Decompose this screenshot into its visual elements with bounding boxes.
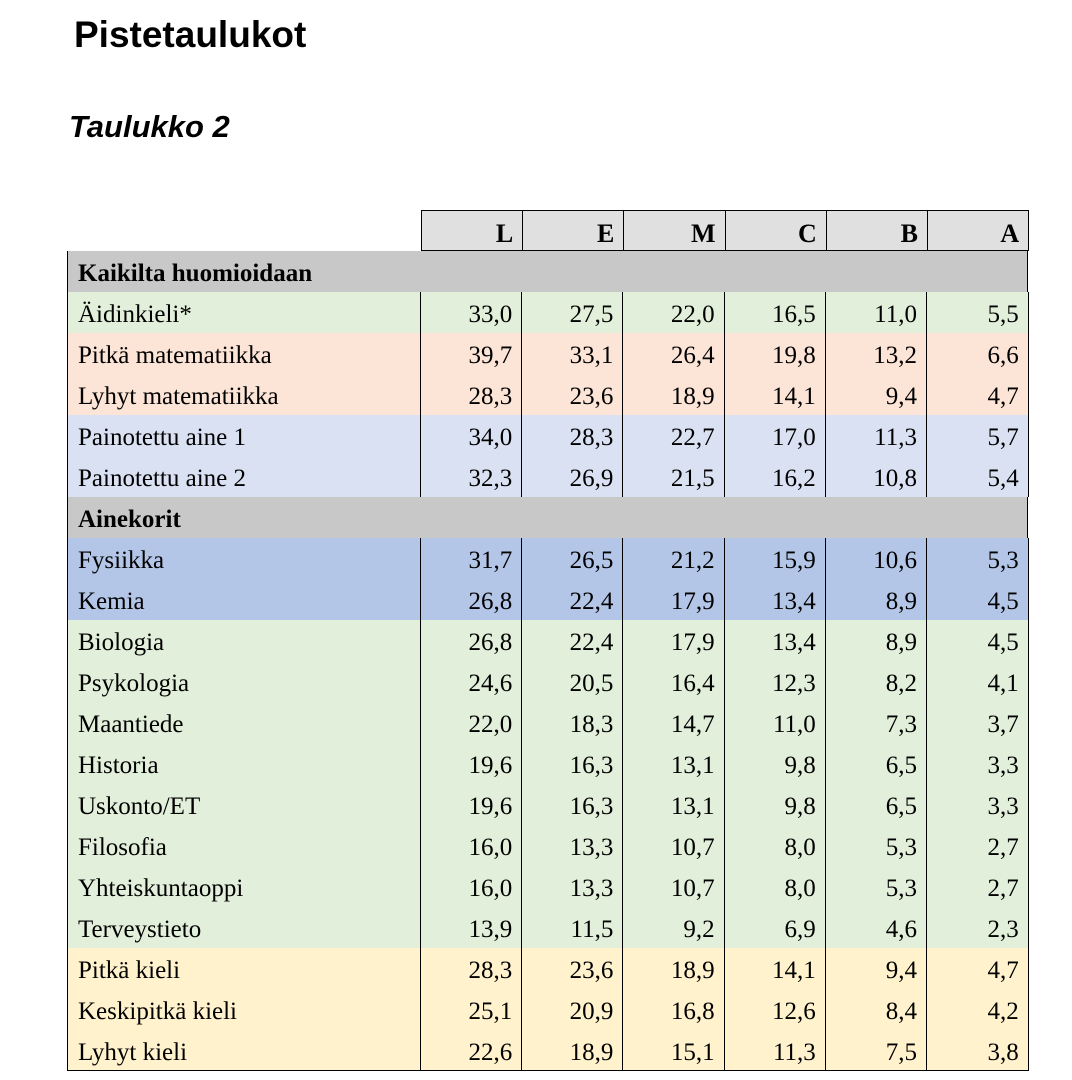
score-cell-b: 11,3 [826,415,927,456]
table-row [67,374,1028,415]
table-caption: Taulukko 2 [69,109,230,144]
table-row [67,292,1028,333]
score-cell-m: 15,1 [623,1030,724,1071]
score-cell-l: 13,9 [421,907,522,948]
score-cell-b: 4,6 [826,907,927,948]
score-cell-l: 28,3 [421,374,522,415]
table-row [67,333,1028,374]
subject-name: Pitkä kieli [67,948,421,989]
score-cell-c: 14,1 [725,948,826,989]
subject-name: Psykologia [67,661,421,702]
score-cell-m: 13,1 [623,743,724,784]
table-row [67,907,1028,948]
score-cell-m: 13,1 [623,784,724,825]
score-cell-m: 21,2 [623,538,724,579]
score-cell-m: 17,9 [623,579,724,620]
score-cell-c: 13,4 [725,579,826,620]
score-cell-c: 11,0 [725,702,826,743]
score-cell-l: 39,7 [421,333,522,374]
subject-name: Pitkä matematiikka [67,333,421,374]
column-header-b: B [826,210,928,251]
subject-name: Fysiikka [67,538,421,579]
score-cell-c: 17,0 [725,415,826,456]
score-cell-a: 4,7 [927,374,1029,415]
table-row [67,743,1028,784]
score-cell-e: 13,3 [522,866,623,907]
column-header-c: C [725,210,827,251]
score-cell-c: 9,8 [725,743,826,784]
table-row [67,825,1028,866]
score-cell-a: 5,3 [927,538,1029,579]
section-heading: Kaikilta huomioidaan [67,251,1028,292]
score-cell-b: 8,9 [826,620,927,661]
subject-name: Painotettu aine 1 [67,415,421,456]
score-cell-b: 7,5 [826,1030,927,1071]
score-cell-c: 8,0 [725,825,826,866]
subject-name: Uskonto/ET [67,784,421,825]
score-cell-c: 15,9 [725,538,826,579]
subject-name: Lyhyt kieli [67,1030,421,1071]
score-cell-c: 11,3 [725,1030,826,1071]
subject-name: Filosofia [67,825,421,866]
subject-name: Lyhyt matematiikka [67,374,421,415]
score-cell-a: 4,7 [927,948,1029,989]
score-cell-a: 4,2 [927,989,1029,1030]
score-cell-e: 16,3 [522,784,623,825]
score-cell-m: 22,0 [623,292,724,333]
score-cell-e: 33,1 [522,333,623,374]
score-cell-a: 4,5 [927,579,1029,620]
score-cell-a: 2,3 [927,907,1029,948]
score-cell-m: 9,2 [623,907,724,948]
score-cell-c: 9,8 [725,784,826,825]
score-cell-e: 28,3 [522,415,623,456]
subject-name: Äidinkieli* [67,292,421,333]
subject-name: Painotettu aine 2 [67,456,421,497]
score-cell-e: 26,9 [522,456,623,497]
score-cell-a: 2,7 [927,825,1029,866]
score-cell-b: 8,4 [826,989,927,1030]
subject-name: Biologia [67,620,421,661]
score-cell-l: 19,6 [421,743,522,784]
score-cell-m: 18,9 [623,374,724,415]
subject-name: Terveystieto [67,907,421,948]
score-cell-c: 8,0 [725,866,826,907]
score-cell-a: 3,3 [927,743,1029,784]
score-cell-l: 34,0 [421,415,522,456]
table-rule [67,1070,1028,1071]
score-cell-b: 9,4 [826,948,927,989]
score-cell-b: 10,8 [826,456,927,497]
table-row [67,456,1028,497]
score-cell-c: 12,3 [725,661,826,702]
score-cell-a: 4,5 [927,620,1029,661]
score-cell-l: 22,0 [421,702,522,743]
score-cell-e: 23,6 [522,374,623,415]
score-cell-l: 24,6 [421,661,522,702]
score-cell-a: 3,3 [927,784,1029,825]
score-cell-e: 22,4 [522,579,623,620]
subject-name: Keskipitkä kieli [67,989,421,1030]
score-cell-a: 3,8 [927,1030,1029,1071]
table-row [67,702,1028,743]
table-row [67,620,1028,661]
page-title: Pistetaulukot [74,14,307,55]
score-cell-e: 18,9 [522,1030,623,1071]
score-cell-e: 16,3 [522,743,623,784]
score-cell-e: 26,5 [522,538,623,579]
score-cell-b: 6,5 [826,784,927,825]
score-cell-a: 6,6 [927,333,1029,374]
score-cell-b: 9,4 [826,374,927,415]
score-cell-m: 16,4 [623,661,724,702]
score-cell-b: 8,9 [826,579,927,620]
score-cell-l: 32,3 [421,456,522,497]
table-row [67,538,1028,579]
table-row [67,1030,1028,1071]
score-cell-e: 13,3 [522,825,623,866]
score-cell-b: 7,3 [826,702,927,743]
table-row [67,784,1028,825]
score-cell-a: 5,4 [927,456,1029,497]
subject-name: Yhteiskuntaoppi [67,866,421,907]
column-header-m: M [623,210,725,251]
column-header-l: L [421,210,523,251]
subject-name: Maantiede [67,702,421,743]
score-cell-l: 16,0 [421,825,522,866]
score-cell-m: 16,8 [623,989,724,1030]
score-cell-c: 16,5 [725,292,826,333]
score-cell-e: 20,9 [522,989,623,1030]
subject-name: Kemia [67,579,421,620]
score-cell-a: 2,7 [927,866,1029,907]
table-row [67,948,1028,989]
score-cell-b: 5,3 [826,866,927,907]
score-cell-l: 26,8 [421,620,522,661]
score-cell-a: 3,7 [927,702,1029,743]
score-cell-m: 14,7 [623,702,724,743]
score-cell-c: 14,1 [725,374,826,415]
score-cell-b: 6,5 [826,743,927,784]
score-cell-c: 12,6 [725,989,826,1030]
score-cell-c: 6,9 [725,907,826,948]
score-cell-a: 4,1 [927,661,1029,702]
score-cell-l: 26,8 [421,579,522,620]
score-cell-e: 22,4 [522,620,623,661]
score-cell-e: 23,6 [522,948,623,989]
score-cell-e: 11,5 [522,907,623,948]
score-cell-l: 28,3 [421,948,522,989]
score-cell-c: 19,8 [725,333,826,374]
score-cell-c: 16,2 [725,456,826,497]
score-cell-m: 10,7 [623,866,724,907]
score-cell-b: 10,6 [826,538,927,579]
table-row [67,661,1028,702]
score-cell-m: 22,7 [623,415,724,456]
score-cell-l: 33,0 [421,292,522,333]
score-cell-b: 11,0 [826,292,927,333]
score-cell-c: 13,4 [725,620,826,661]
subject-name: Historia [67,743,421,784]
score-cell-e: 27,5 [522,292,623,333]
score-table [67,210,1028,1075]
score-cell-e: 18,3 [522,702,623,743]
score-cell-l: 25,1 [421,989,522,1030]
score-cell-m: 18,9 [623,948,724,989]
table-row [67,415,1028,456]
table-row [67,989,1028,1030]
score-cell-l: 31,7 [421,538,522,579]
score-cell-a: 5,7 [927,415,1029,456]
column-header-e: E [522,210,624,251]
score-cell-l: 19,6 [421,784,522,825]
table-row [67,579,1028,620]
score-cell-e: 20,5 [522,661,623,702]
score-cell-b: 8,2 [826,661,927,702]
score-cell-b: 5,3 [826,825,927,866]
score-cell-l: 22,6 [421,1030,522,1071]
table-row [67,866,1028,907]
column-header-a: A [927,210,1029,251]
score-cell-a: 5,5 [927,292,1029,333]
score-cell-b: 13,2 [826,333,927,374]
score-cell-m: 21,5 [623,456,724,497]
score-cell-m: 17,9 [623,620,724,661]
score-cell-l: 16,0 [421,866,522,907]
score-cell-m: 10,7 [623,825,724,866]
score-cell-m: 26,4 [623,333,724,374]
section-heading: Ainekorit [67,497,1028,538]
